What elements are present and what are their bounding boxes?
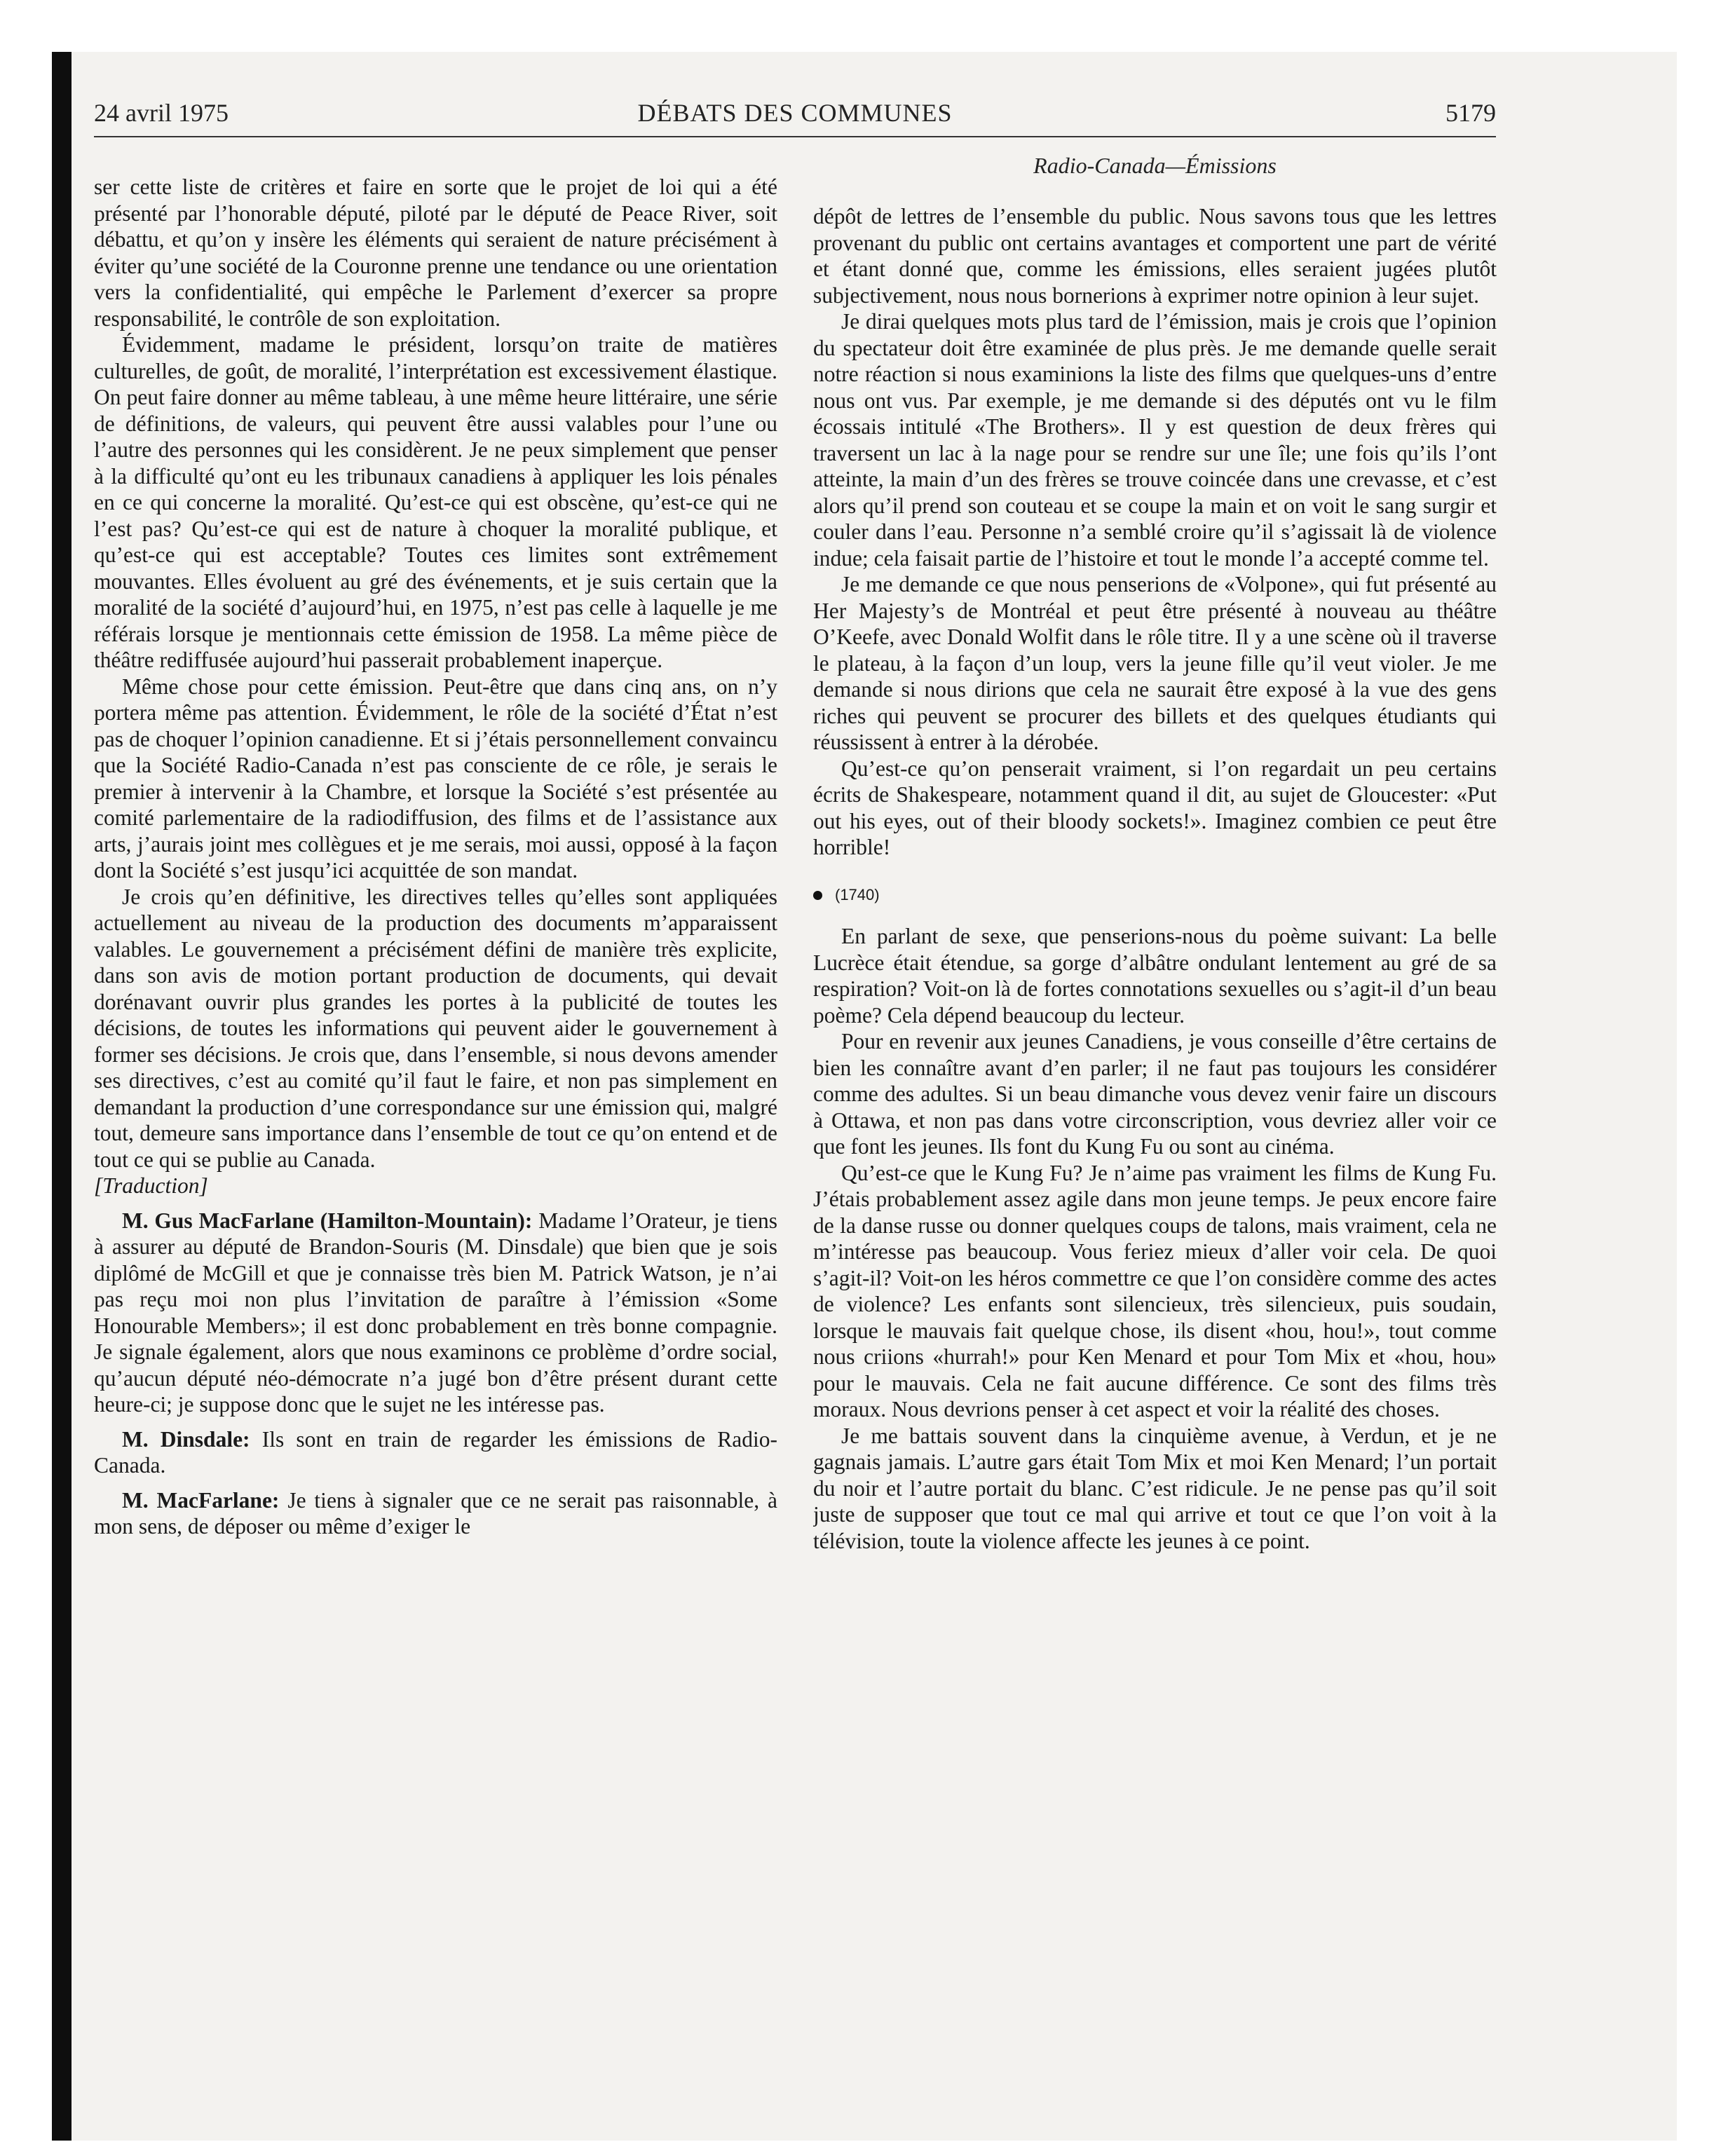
- paragraph: Je me demande ce que nous penserions de «Volpone», qui fut présenté au Her Majesty’s de Montréal et peut être présenté à nouveau au théâtre O’Keefe, avec Donald Wolfit dans le rôle titre. Il y a une scène où il traverse le plateau, à la façon d’un loup, vers la jeune fille qu’il veut violer. Je me demande si nous dirions que cela ne saurait être exposé à la vue des gens riches qui peuvent se procurer des billets et des quelques étudiants qui réussissent à entrer à la dérobée.: [813, 572, 1497, 754]
- speech-macfarlane-2: [94, 1487, 777, 1540]
- translation-note: [Traduction]: [94, 1173, 208, 1198]
- speaker-name: M. Dinsdale:: [122, 1426, 250, 1452]
- speech-text: Je tiens à signaler que ce ne serait pas raisonnable, à mon sens, de déposer ou même d’exiger le: [94, 1487, 777, 1538]
- paragraph: Je crois qu’en définitive, les directives telles qu’elles sont appliquées actuellement au niveau de la production des documents m’apparaissent valables. Le gouvernement a précisément défini de manière très explicite, dans son avis de motion portant production de documents, qui devait dorénavant ouvrir plus grandes les portes à la publicité de toutes les décisions, de toutes les informations qui peuvent aider le gouvernement à former ses décisions. Je crois que, dans l’ensemble, si nous devons amender ses directives, c’est au comité qu’il faut le faire, et non pas simplement en demandant la production d’une correspondance sur une émission qui, malgré tout, demeure sans importance dans l’ensemble de tout ce qu’on entend et de tout ce qui se publie au Canada.: [94, 884, 777, 1172]
- time-marker-text: (1740): [835, 885, 880, 903]
- paragraph: En parlant de sexe, que penserions-nous du poème suivant: La belle Lucrèce était étendue, sa gorge d’albâtre ondulant lentement au gré de sa respiration? Voit-on là de fortes connotations sexuelles ou s’agit-il d’un beau poème? Cela dépend beaucoup du lecteur.: [813, 924, 1497, 1028]
- speech-macfarlane: [94, 1208, 777, 1418]
- time-marker: [813, 882, 1497, 908]
- header-date: 24 avril 1975: [94, 99, 229, 127]
- speech-text: Ils sont en train de regarder les émissions de Radio-Canada.: [94, 1426, 777, 1478]
- header-rule: [94, 136, 1496, 137]
- header-page-number: 5179: [1445, 99, 1496, 127]
- speech-dinsdale: [94, 1426, 777, 1479]
- paragraph: Je dirai quelques mots plus tard de l’émission, mais je crois que l’opinion du spectateur doit être examinée de plus près. Je me demande quelle serait notre réaction si nous examinions la liste des films que quelques-uns d’entre nous ont vus. Par exemple, je me demande si des députés ont vu le film écossais intitulé «The Brothers». Il y est question de deux frères qui traversent un lac à la nage pour se rendre sur une île; une fois qu’ils l’ont atteinte, la main d’un des frères se trouve coincée dans une crevasse, et c’est alors qu’il prend son couteau et se coupe la main et on voit le sang surgir et couler dans l’eau. Personne n’a semblé croire qu’il s’agissait là de violence indue; cela faisait partie de l’histoire et tout le monde l’a accepté comme tel.: [813, 309, 1497, 571]
- paragraph: Évidemment, madame le président, lorsqu’on traite de matières culturelles, de goût, de moralité, l’interprétation est excessivement élastique. On peut faire donner au même tableau, à une même heure littéraire, une série de définitions, de valeurs, qui peuvent être aussi valables pour l’une ou l’autre des personnes qui les considèrent. Je ne peux simplement que penser à la difficulté qu’ont eu les tribunaux canadiens à appliquer les lois pénales en ce qui concerne la moralité. Qu’est-ce qui est obscène, qu’est-ce qui ne l’est pas? Qu’est-ce qui est de nature à choquer la moralité publique, et qu’est-ce qui est acceptable? Toutes ces limites sont extrêmement mouvantes. Elles évoluent au gré des événements, et je suis certain que la moralité de la société d’aujourd’hui, en 1975, n’est pas celle à laquelle je me référais lorsque je mentionnais cette émission de 1958. La même pièce de théâtre rediffusée aujourd’hui passerait probablement inaperçue.: [94, 332, 777, 672]
- scan-edge: [52, 52, 72, 2141]
- paragraph: Pour en revenir aux jeunes Canadiens, je vous conseille d’être certains de bien les connaître avant d’en parler; il ne faut pas toujours les considérer comme des adultes. Si un beau dimanche vous devez venir faire un discours à Ottawa, et non pas dans votre circonscription, vous devriez aller voir ce que font les jeunes. Ils font du Kung Fu ou sont au cinéma.: [813, 1029, 1497, 1159]
- header-title: DÉBATS DES COMMUNES: [637, 99, 953, 127]
- running-title: Radio-Canada—Émissions: [1033, 153, 1277, 178]
- left-column: [94, 174, 777, 2052]
- paragraph: dépôt de lettres de l’ensemble du public. Nous savons tous que les lettres provenant du public ont certains avantages et comportent une part de vérité et étant donné que, comme les émissions, elles seraient jugées plutôt subjectivement, nous nous bornerions à exprimer notre opinion à leur sujet.: [813, 204, 1497, 308]
- paragraph: Je me battais souvent dans la cinquième avenue, à Verdun, et je ne gagnais jamais. L’autre gars était Tom Mix et moi Ken Menard; l’un portait du noir et l’autre portait du blanc. C’est ridicule. Je ne pense pas qu’il soit juste de supposer que tout ce mal qui arrive et tout ce que l’on voit à la télévision, toute la violence affecte les jeunes à ce point.: [813, 1423, 1497, 1553]
- paragraph: Qu’est-ce qu’on penserait vraiment, si l’on regardait un peu certains écrits de Shakespeare, notamment quand il dit, au sujet de Gloucester: «Put out his eyes, out of their bloody sockets!». Imaginez combien ce peut être horrible!: [813, 756, 1497, 859]
- paragraph: ser cette liste de critères et faire en sorte que le projet de loi qui a été présenté par l’honorable député, piloté par le député de Peace River, soit débattu, et qu’on y insère les éléments qui seraient de nature précisément à éviter qu’une société de la Couronne prenne une tendance ou une orientation vers la confidentialité, qui empêche le Parlement d’exercer sa propre responsabilité, le contrôle de son exploitation.: [94, 175, 777, 331]
- page-header: [94, 98, 1496, 133]
- paragraph: Qu’est-ce que le Kung Fu? Je n’aime pas vraiment les films de Kung Fu. J’étais probablement assez agile dans mon jeune temps. Je peux encore faire de la danse russe ou donner quelques coups de talons, mais vraiment, cela ne m’intéresse pas beaucoup. Vous feriez mieux d’aller voir cela. De quoi s’agit-il? Voit-on les héros commettre ce que l’on considère comme des actes de violence? Les enfants sont silencieux, très silencieux, puis soudain, lorsque le mauvais fait quelque chose, ils disent «hou, hou!», tout comme nous criions «hurrah!» pour Ken Menard et pour Tom Mix et «hou, hou» pour le mauvais. Cela ne fait aucune différence. Ce sont des films très moraux. Nous devrions penser à cet aspect et voir la réalité des choses.: [813, 1160, 1497, 1421]
- speaker-name: M. MacFarlane:: [122, 1487, 280, 1513]
- speech-text: Madame l’Orateur, je tiens à assurer au député de Brandon-Souris (M. Dinsdale) que bien que je sois diplômé de McGill et que je connaisse très bien M. Patrick Watson, je n’ai pas reçu moi non plus l’invitation de paraître à l’émission «Some Honourable Members»; il est donc probablement en très bonne compagnie. Je signale également, alors que nous examinons ce problème d’ordre social, qu’aucun député néo-démocrate n’a jugé bon d’être présent durant cette heure-ci; je suppose donc que le sujet ne les intéresse pas.: [94, 1208, 777, 1417]
- bullet-dot-icon: [813, 891, 822, 900]
- right-column: [813, 203, 1497, 2054]
- speaker-name: M. Gus MacFarlane (Hamilton-Mountain):: [122, 1208, 533, 1233]
- paragraph: Même chose pour cette émission. Peut-être que dans cinq ans, on n’y portera même pas attention. Évidemment, le rôle de la société d’État n’est pas de choquer l’opinion canadienne. Et si j’étais personnellement convaincu que la Société Radio-Canada n’est pas consciente de ce rôle, je serais le premier à intervenir à la Chambre, et lorsque la Société s’est présentée au comité parlementaire de la radiodiffusion, des films et de l’assistance aux arts, j’aurais joint mes collègues et je me serais, moi aussi, opposé à la façon dont la Société s’est jusqu’ici acquittée de son mandat.: [94, 674, 777, 882]
